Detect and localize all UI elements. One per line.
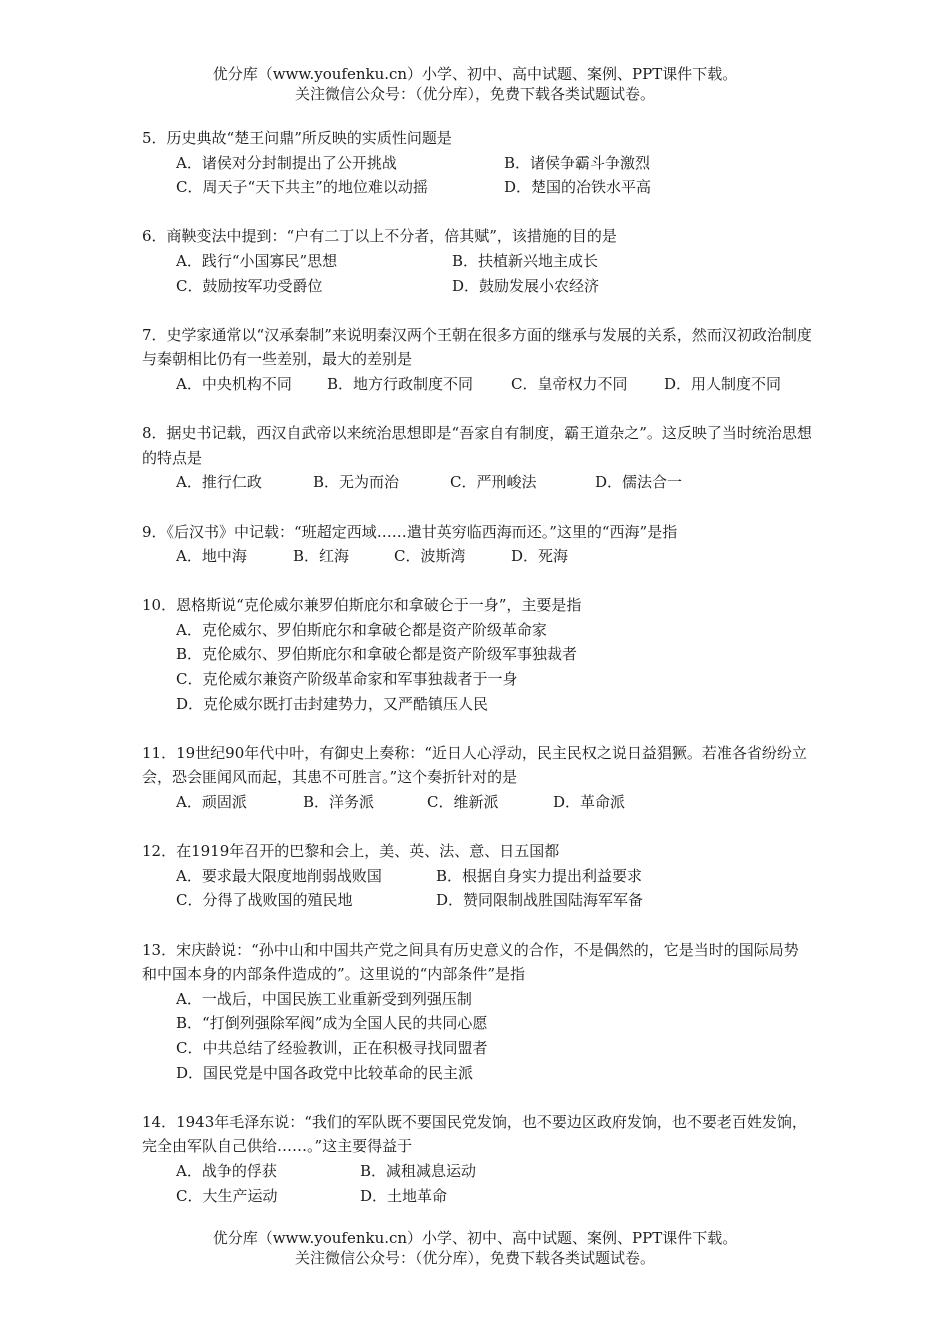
option-row bbox=[142, 667, 812, 692]
option-c[interactable]: C．波斯湾 bbox=[394, 547, 466, 566]
option-b[interactable]: B．诸侯争霸斗争激烈 bbox=[504, 153, 651, 172]
option-d[interactable]: D．鼓励发展小农经济 bbox=[452, 276, 600, 295]
option-row bbox=[142, 544, 812, 569]
option-d[interactable]: D．土地革命 bbox=[360, 1186, 448, 1205]
option-b[interactable]: B．“打倒列强除军阀”成为全国人民的共同心愿 bbox=[176, 1014, 488, 1033]
option-d[interactable]: D．儒法合一 bbox=[595, 473, 683, 492]
option-a[interactable]: A．顽固派 bbox=[176, 793, 247, 812]
question-stem: 14．1943年毛泽东说：“我们的军队既不要国民党发饷，也不要边区政府发饷，也不要老百姓发饷，完全由军队自己供给……。”这主要得益于 bbox=[142, 1112, 807, 1156]
option-c[interactable]: C．周天子“天下共主”的地位难以动摇 bbox=[176, 178, 428, 197]
option-c[interactable]: C．严刑峻法 bbox=[450, 473, 537, 492]
option-a[interactable]: A．地中海 bbox=[176, 547, 247, 566]
header-line-2: 关注微信公众号：（优分库），免费下载各类试题试卷。 bbox=[294, 85, 655, 103]
page-header bbox=[0, 64, 950, 104]
question-stem: 6．商鞅变法中提到：“户有二丁以上不分者，倍其赋”，该措施的目的是 bbox=[142, 227, 617, 246]
option-a[interactable]: A．要求最大限度地削弱战败国 bbox=[176, 866, 382, 885]
option-row bbox=[142, 1184, 812, 1209]
option-row bbox=[142, 249, 812, 274]
option-d[interactable]: D．克伦威尔既打击封建势力，又严酷镇压人民 bbox=[176, 694, 489, 713]
option-row bbox=[142, 987, 812, 1012]
option-row bbox=[142, 151, 812, 176]
option-b[interactable]: B．克伦威尔、罗伯斯庇尔和拿破仑都是资产阶级军事独裁者 bbox=[176, 645, 578, 664]
question-12 bbox=[142, 839, 812, 913]
option-c[interactable]: C．鼓励按军功受爵位 bbox=[176, 276, 323, 295]
option-row bbox=[142, 692, 812, 717]
option-a[interactable]: A．中央机构不同 bbox=[176, 374, 292, 393]
option-row bbox=[142, 790, 812, 815]
option-row bbox=[142, 372, 812, 397]
option-row bbox=[142, 864, 812, 889]
question-stem: 7．史学家通常以“汉承秦制”来说明秦汉两个王朝在很多方面的继承与发展的关系，然而汉初政治制度与秦朝相比仍有一些差别，最大的差别是 bbox=[142, 325, 812, 369]
question-11 bbox=[142, 741, 812, 815]
header-line-1: 优分库（www.youfenku.cn）小学、初中、高中试题、案例、PPT课件下载。 bbox=[212, 65, 738, 83]
option-row bbox=[142, 1036, 812, 1061]
option-row bbox=[142, 1159, 812, 1184]
option-b[interactable]: B．根据自身实力提出利益要求 bbox=[436, 866, 643, 885]
footer-line-1: 优分库（www.youfenku.cn）小学、初中、高中试题、案例、PPT课件下载。 bbox=[212, 1229, 738, 1247]
question-stem: 5．历史典故“楚王问鼎”所反映的实质性问题是 bbox=[142, 129, 452, 147]
question-5 bbox=[142, 126, 812, 200]
question-stem: 10．恩格斯说“克伦威尔兼罗伯斯庇尔和拿破仑于一身”，主要是指 bbox=[142, 596, 582, 615]
option-b[interactable]: B．地方行政制度不同 bbox=[327, 374, 474, 393]
option-c[interactable]: C．中共总结了经验教训，正在积极寻找同盟者 bbox=[176, 1038, 488, 1057]
option-a[interactable]: A．战争的俘获 bbox=[176, 1161, 277, 1180]
question-list bbox=[142, 126, 812, 1233]
option-row bbox=[142, 642, 812, 667]
option-d[interactable]: D．赞同限制战胜国陆海军军备 bbox=[436, 891, 644, 910]
option-d[interactable]: D．死海 bbox=[511, 547, 569, 566]
question-8 bbox=[142, 421, 812, 495]
question-10 bbox=[142, 593, 812, 716]
option-b[interactable]: B．洋务派 bbox=[303, 793, 375, 812]
option-c[interactable]: C．皇帝权力不同 bbox=[511, 374, 628, 393]
page-footer bbox=[0, 1228, 950, 1268]
option-row bbox=[142, 618, 812, 643]
option-c[interactable]: C．克伦威尔兼资产阶级革命家和军事独裁者于一身 bbox=[176, 670, 518, 689]
option-c[interactable]: C．维新派 bbox=[427, 793, 499, 812]
option-a[interactable]: A．践行“小国寡民”思想 bbox=[176, 251, 338, 270]
question-9 bbox=[142, 520, 812, 569]
option-row bbox=[142, 1061, 812, 1086]
option-a[interactable]: A．克伦威尔、罗伯斯庇尔和拿破仑都是资产阶级革命家 bbox=[176, 620, 547, 639]
question-stem: 9．《后汉书》中记载：“班超定西域……遣甘英穷临西海而还。”这里的“西海”是指 bbox=[142, 522, 678, 541]
option-b[interactable]: B．扶植新兴地主成长 bbox=[452, 251, 599, 270]
option-row bbox=[142, 470, 812, 495]
question-stem: 8．据史书记载，西汉自武帝以来统治思想即是“吾家自有制度，霸王道杂之”。这反映了当时统治思想的特点是 bbox=[142, 424, 812, 467]
option-row bbox=[142, 1011, 812, 1036]
option-a[interactable]: A．诸侯对分封制提出了公开挑战 bbox=[176, 153, 397, 172]
question-7 bbox=[142, 323, 812, 397]
footer-line-2: 关注微信公众号：（优分库），免费下载各类试题试卷。 bbox=[294, 1249, 655, 1267]
question-6 bbox=[142, 224, 812, 298]
option-c[interactable]: C．大生产运动 bbox=[176, 1186, 278, 1205]
option-row bbox=[142, 175, 812, 200]
option-d[interactable]: D．革命派 bbox=[553, 793, 626, 812]
option-d[interactable]: D．楚国的冶铁水平高 bbox=[504, 178, 652, 197]
question-13 bbox=[142, 938, 812, 1086]
option-a[interactable]: A．一战后，中国民族工业重新受到列强压制 bbox=[176, 989, 472, 1008]
option-d[interactable]: D．用人制度不同 bbox=[664, 374, 782, 393]
option-row bbox=[142, 888, 812, 913]
option-b[interactable]: B．无为而治 bbox=[313, 473, 400, 492]
question-stem: 11．19世纪90年代中叶，有御史上奏称：“近日人心浮动，民主民权之说日益猖獗。若准各省纷纷立会，恐会匪闻风而起，其患不可胜言。”这个奏折针对的是 bbox=[142, 743, 807, 787]
option-a[interactable]: A．推行仁政 bbox=[176, 473, 262, 492]
option-row bbox=[142, 274, 812, 299]
option-b[interactable]: B．红海 bbox=[293, 547, 350, 566]
question-stem: 13．宋庆龄说：“孙中山和中国共产党之间具有历史意义的合作，不是偶然的，它是当时的国际局势和中国本身的内部条件造成的”。这里说的“内部条件”是指 bbox=[142, 940, 799, 984]
option-b[interactable]: B．减租减息运动 bbox=[360, 1161, 477, 1180]
option-d[interactable]: D．国民党是中国各政党中比较革命的民主派 bbox=[176, 1063, 474, 1082]
question-14 bbox=[142, 1110, 812, 1208]
question-stem: 12．在1919年召开的巴黎和会上，美、英、法、意、日五国都 bbox=[142, 842, 560, 861]
option-c[interactable]: C．分得了战败国的殖民地 bbox=[176, 891, 353, 910]
